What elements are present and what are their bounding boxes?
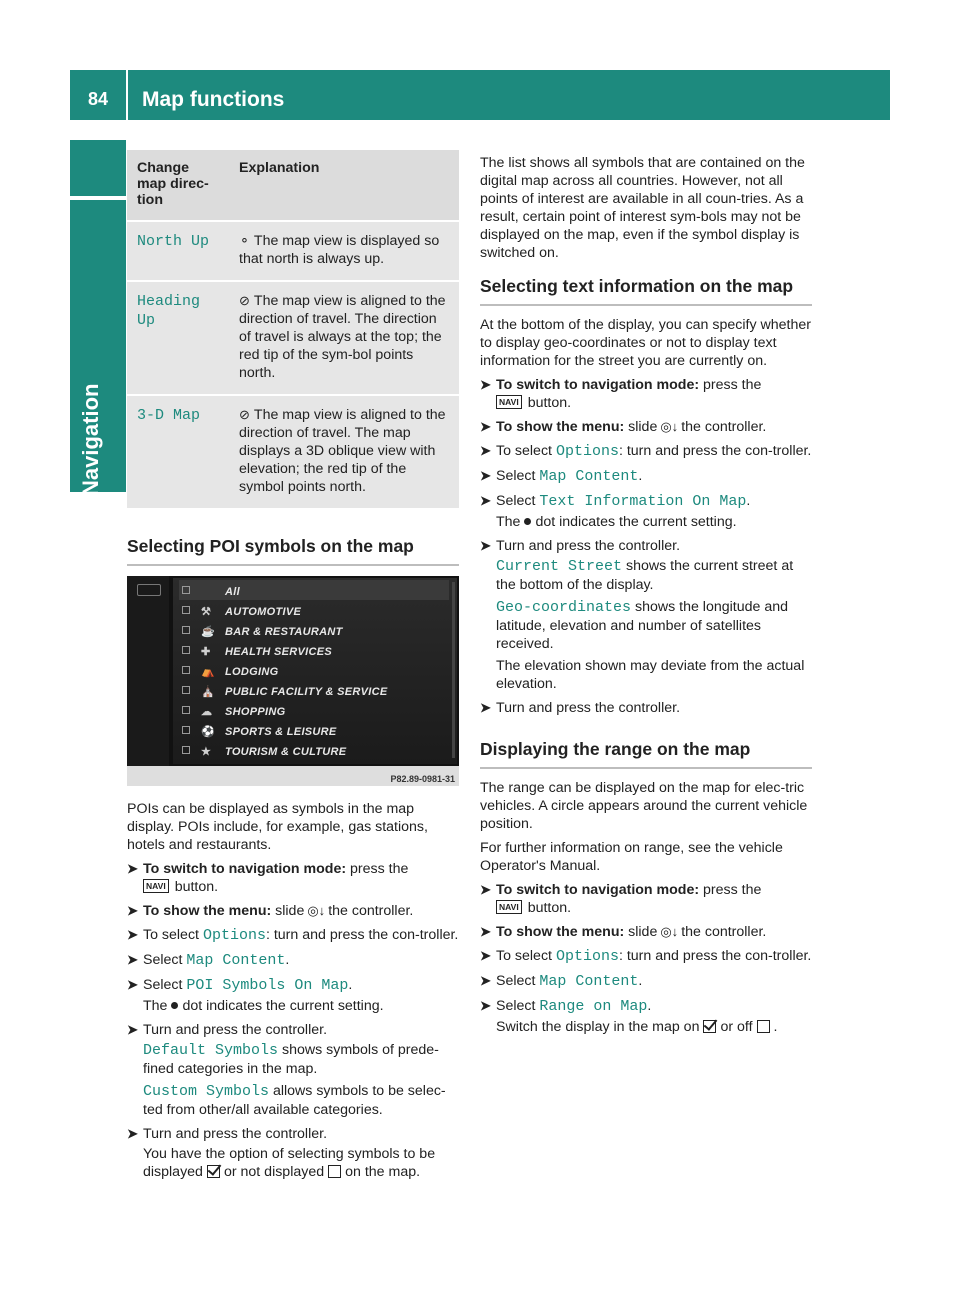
step-arrow-icon: ➤ bbox=[127, 977, 138, 992]
page-number: 84 bbox=[87, 89, 109, 109]
range-section-heading: Displaying the range on the map bbox=[480, 739, 812, 769]
table-header-explanation: Explanation bbox=[229, 150, 459, 221]
step-arrow-icon: ➤ bbox=[480, 377, 491, 392]
row-explanation: The map view is aligned to the direction of travel. The direction of travel is always at the top; the red tip of the sym-bol points north. bbox=[239, 293, 446, 381]
step-arrow-icon: ➤ bbox=[480, 443, 491, 458]
screenshot-scrollbar bbox=[452, 582, 455, 758]
step-arrow-icon: ➤ bbox=[127, 952, 138, 967]
controller-slide-icon: ◎↓ bbox=[660, 924, 679, 939]
step: ➤ To select Options: turn and press the con-troller. bbox=[127, 927, 459, 944]
table-row bbox=[127, 221, 459, 281]
step: ➤ Turn and press the controller. You have the option of selecting symbols to be displayed or not displayed on the map. bbox=[127, 1126, 436, 1180]
option-heading-up: Heading Up bbox=[137, 293, 201, 329]
table-row bbox=[127, 395, 459, 509]
poi-row: ✚ HEALTH SERVICES bbox=[179, 640, 449, 660]
public-facility-icon: ⛪ bbox=[201, 686, 215, 698]
poi-row: ☕ BAR & RESTAURANT bbox=[179, 620, 449, 640]
side-tab-label: Navigation bbox=[78, 383, 103, 496]
step: ➤ Select Map Content. bbox=[480, 468, 643, 485]
range-intro-2: For further information on range, see the vehicle Operator's Manual. bbox=[480, 840, 783, 874]
dot-icon bbox=[171, 1002, 178, 1009]
header-divider bbox=[126, 70, 128, 120]
step-arrow-icon: ➤ bbox=[480, 948, 491, 963]
step-arrow-icon: ➤ bbox=[480, 882, 491, 897]
unchecked-box-icon bbox=[757, 1020, 770, 1033]
step: ➤ To switch to navigation mode: press the NAVI button. bbox=[480, 377, 762, 411]
step-arrow-icon: ➤ bbox=[127, 927, 138, 942]
step: ➤ To select Options: turn and press the con-troller. bbox=[480, 443, 812, 460]
poi-row: ⚒ AUTOMOTIVE bbox=[179, 600, 449, 620]
step-arrow-icon: ➤ bbox=[480, 493, 491, 508]
symbol-list-intro: The list shows all symbols that are contained on the digital map across all countries. However, not all points of interest are available in all coun-tries. As a result, certain point of interest sym-bols may not be displayed on the map, even if the symbol display is switched on. bbox=[480, 155, 805, 261]
step: ➤ To switch to navigation mode: press the NAVI button. bbox=[480, 882, 762, 916]
poi-row: ☁ SHOPPING bbox=[179, 700, 449, 720]
option-north-up: North Up bbox=[137, 233, 210, 250]
step: ➤ Select Map Content. bbox=[480, 973, 643, 990]
poi-row: ⛺ LODGING bbox=[179, 660, 449, 680]
poi-row: ⛪ PUBLIC FACILITY & SERVICE bbox=[179, 680, 449, 700]
navi-button-icon: NAVI bbox=[143, 879, 169, 893]
figure-code: P82.89-0981-31 bbox=[390, 774, 455, 784]
health-icon: ✚ bbox=[201, 646, 211, 658]
restaurant-icon: ☕ bbox=[201, 626, 215, 638]
row-explanation: The map view is aligned to the direction of travel. The map displays a 3D oblique view with elevation; the red tip of the symbol points north. bbox=[239, 407, 446, 495]
sports-icon: ⚽ bbox=[201, 726, 215, 738]
step: ➤ To switch to navigation mode: press the NAVI button. bbox=[127, 861, 409, 895]
step: ➤ Turn and press the controller. bbox=[480, 700, 681, 716]
step-arrow-icon: ➤ bbox=[480, 538, 491, 553]
step: ➤ To select Options: turn and press the con-troller. bbox=[480, 948, 812, 965]
north-up-icon: ⚬ bbox=[239, 233, 250, 248]
text-section-intro: At the bottom of the display, you can specify whether to display geo-coordinates or not to display text information for the street you are currently on. bbox=[480, 317, 811, 369]
screenshot-caption-bar bbox=[127, 766, 459, 786]
poi-row: ⚽ SPORTS & LEISURE bbox=[179, 720, 449, 740]
step-arrow-icon: ➤ bbox=[480, 468, 491, 483]
step: ➤ To show the menu: slide ◎↓ the controller. bbox=[127, 903, 414, 919]
step: ➤ Select Map Content. bbox=[127, 952, 290, 969]
range-intro-1: The range can be displayed on the map for elec-tric vehicles. A circle appears around the current vehicle position. bbox=[480, 780, 808, 832]
page-title: Map functions bbox=[142, 88, 285, 111]
step: ➤ To show the menu: slide ◎↓ the controller. bbox=[480, 419, 767, 435]
step: ➤ Select Text Information On Map. The dot indicates the current setting. bbox=[480, 493, 751, 530]
checked-box-icon bbox=[207, 1165, 220, 1178]
checked-box-icon bbox=[703, 1020, 716, 1033]
step: ➤ Select Range on Map. Switch the display in the map on or off . bbox=[480, 998, 778, 1035]
left-column bbox=[127, 150, 459, 1187]
navi-button-icon: NAVI bbox=[496, 395, 522, 409]
back-icon bbox=[137, 584, 161, 596]
automotive-icon: ⚒ bbox=[201, 606, 211, 618]
unchecked-box-icon bbox=[328, 1165, 341, 1178]
screenshot-side-strip bbox=[127, 576, 169, 766]
poi-row: All bbox=[179, 580, 449, 600]
step-arrow-icon: ➤ bbox=[127, 1126, 138, 1141]
step-arrow-icon: ➤ bbox=[480, 973, 491, 988]
step: ➤ Turn and press the controller. Default Symbols shows symbols of prede-fined categories in the map. Custom Symbols allows symbols to be selec-ted from other/all available categories. bbox=[127, 1022, 446, 1118]
shopping-icon: ☁ bbox=[201, 706, 212, 718]
step-arrow-icon: ➤ bbox=[480, 998, 491, 1013]
step-arrow-icon: ➤ bbox=[480, 419, 491, 434]
poi-row: ★ TOURISM & CULTURE bbox=[179, 740, 449, 760]
step-arrow-icon: ➤ bbox=[127, 1022, 138, 1037]
step-arrow-icon: ➤ bbox=[127, 861, 138, 876]
compass-icon: ⊘ bbox=[239, 407, 250, 422]
controller-slide-icon: ◎↓ bbox=[660, 419, 679, 434]
table-header-change: Change map direc- tion bbox=[127, 150, 229, 221]
step: ➤ Turn and press the controller. Current Street shows the current street at the bottom of the display. Geo-coordinates shows the longitude and latitude, elevation and number of satellites received. The elevation shown may deviate from the actual elevation. bbox=[480, 538, 805, 692]
option-3d-map: 3-D Map bbox=[137, 407, 201, 424]
right-column bbox=[480, 150, 812, 1042]
compass-icon: ⊘ bbox=[239, 293, 250, 308]
dot-icon bbox=[524, 518, 531, 525]
step-arrow-icon: ➤ bbox=[480, 700, 491, 715]
map-direction-table bbox=[127, 150, 459, 510]
text-section-heading: Selecting text information on the map bbox=[480, 276, 812, 306]
step-arrow-icon: ➤ bbox=[480, 924, 491, 939]
poi-intro: POIs can be displayed as symbols in the map display. POIs include, for example, gas stations, hotels and restaurants. bbox=[127, 801, 428, 853]
side-tab-gap bbox=[70, 196, 126, 200]
step: ➤ Select POI Symbols On Map. The dot indicates the current setting. bbox=[127, 977, 384, 1014]
poi-menu-screenshot bbox=[127, 576, 459, 786]
poi-section-heading: Selecting POI symbols on the map bbox=[127, 536, 459, 566]
step-arrow-icon: ➤ bbox=[127, 903, 138, 918]
table-header-row bbox=[127, 150, 459, 221]
tourism-icon: ★ bbox=[201, 746, 211, 758]
controller-slide-icon: ◎↓ bbox=[307, 903, 326, 918]
table-row bbox=[127, 281, 459, 395]
step: ➤ To show the menu: slide ◎↓ the controller. bbox=[480, 924, 767, 940]
navi-button-icon: NAVI bbox=[496, 900, 522, 914]
lodging-icon: ⛺ bbox=[201, 666, 215, 678]
row-explanation: The map view is displayed so that north is always up. bbox=[239, 233, 440, 267]
